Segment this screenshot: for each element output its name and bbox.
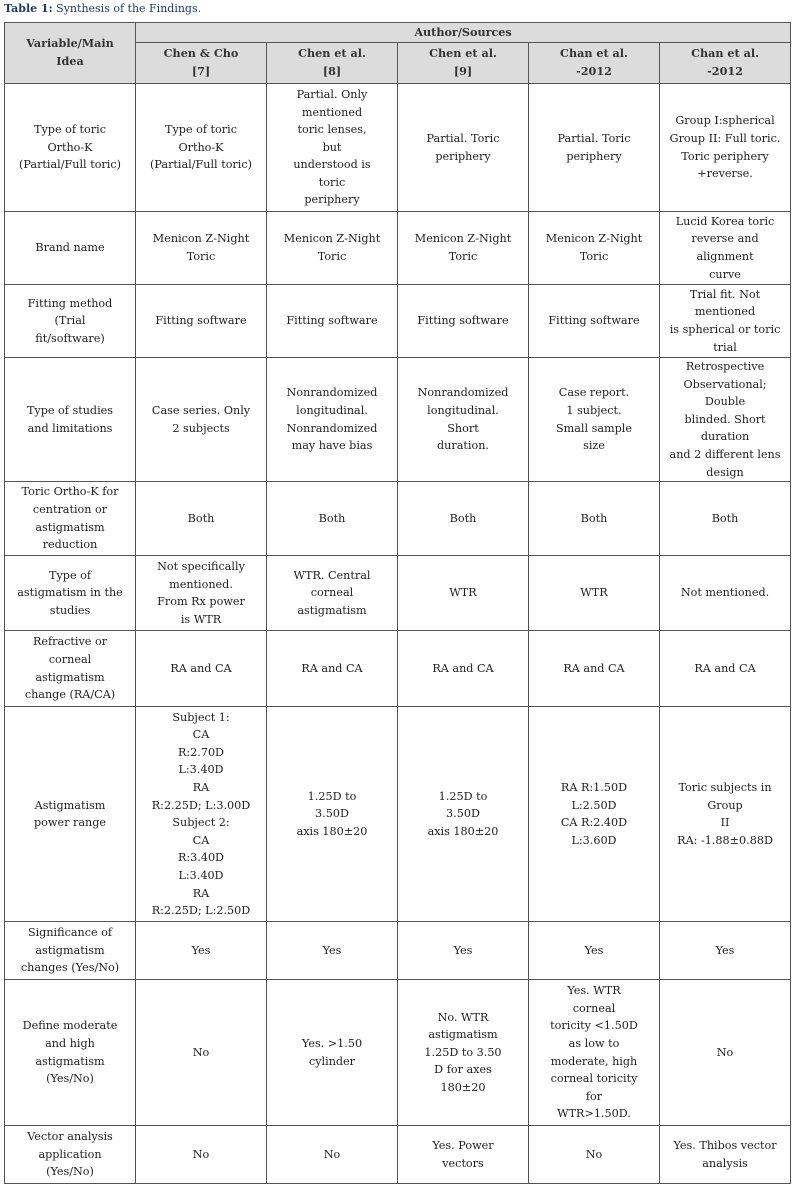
table-cell: Yes. Power vectors [398,1126,529,1184]
table-cell: RA and CA [267,631,398,707]
row-variable-cell: Type of toric Ortho-K (Partial/Full toric) [5,84,136,212]
table-cell: No [136,1126,267,1184]
table-cell: Both [660,482,791,556]
table-row [5,358,791,482]
row-variable-cell: Type of studies and limitations [5,358,136,482]
table-row [5,285,791,358]
table-row [5,556,791,631]
table-cell: Yes. >1.50 cylinder [267,980,398,1126]
table-cell: Not specifically mentioned. From Rx power is WTR [136,556,267,631]
table-cell: Yes. WTR corneal toricity <1.50D as low to moderate, high corneal toricity for WTR>1.50D. [529,980,660,1126]
table-cell: Retrospective Observational; Double blinded. Short duration and 2 different lens design [660,358,791,482]
table-cell: Fitting software [398,285,529,358]
table-cell: Type of toric Ortho-K (Partial/Full toric) [136,84,267,212]
row-variable-cell: Astigmatism power range [5,707,136,922]
table-cell: Yes. Thibos vector analysis [660,1126,791,1184]
table-caption [4,2,201,15]
table-cell: Trial fit. Not mentioned is spherical or toric trial [660,285,791,358]
row-variable-cell: Toric Ortho-K for centration or astigmatism reduction [5,482,136,556]
table-cell: Case series. Only 2 subjects [136,358,267,482]
row-variable-cell: Vector analysis application (Yes/No) [5,1126,136,1184]
table-cell: Yes [398,922,529,980]
table-cell: Yes [267,922,398,980]
table-cell: No. WTR astigmatism 1.25D to 3.50 D for axes 180±20 [398,980,529,1126]
row-variable-cell: Define moderate and high astigmatism (Yes/No) [5,980,136,1126]
table-cell: 1.25D to 3.50D axis 180±20 [267,707,398,922]
table-cell: Subject 1: CA R:2.70D L:3.40D RA R:2.25D; L:3.00D Subject 2: CA R:3.40D L:3.40D RA R:2.25D; L:2.50D [136,707,267,922]
table-cell: Both [136,482,267,556]
row-variable-cell: Brand name [5,212,136,285]
table-cell: No [267,1126,398,1184]
caption-label: Table 1: [4,2,53,15]
table-cell: Menicon Z-Night Toric [398,212,529,285]
table-cell: Yes [529,922,660,980]
table-cell: Yes [136,922,267,980]
table-cell: Both [398,482,529,556]
header-author: Chan et al. -2012 [529,43,660,84]
table-cell: WTR [529,556,660,631]
table-cell: Fitting software [267,285,398,358]
table-cell: Partial. Toric periphery [398,84,529,212]
table-cell: Lucid Korea toric reverse and alignment curve [660,212,791,285]
header-author: Chen et al. [9] [398,43,529,84]
caption-text: Synthesis of the Findings. [52,2,202,15]
row-variable-cell: Refractive or corneal astigmatism change (RA/CA) [5,631,136,707]
table-cell: RA and CA [529,631,660,707]
table-row [5,84,791,212]
table-cell: No [660,980,791,1126]
table-cell: Nonrandomized longitudinal. Short duration. [398,358,529,482]
table-cell: RA and CA [136,631,267,707]
table-cell: Both [529,482,660,556]
table-cell: No [136,980,267,1126]
row-variable-cell: Fitting method (Trial fit/software) [5,285,136,358]
table-cell: Toric subjects in Group II RA: -1.88±0.88D [660,707,791,922]
table-row [5,922,791,980]
row-variable-cell: Significance of astigmatism changes (Yes/No) [5,922,136,980]
table-cell: Fitting software [529,285,660,358]
table-cell: No [529,1126,660,1184]
table-cell: Both [267,482,398,556]
table-cell: WTR. Central corneal astigmatism [267,556,398,631]
table-cell: WTR [398,556,529,631]
table-row [5,1126,791,1184]
table-cell: Partial. Only mentioned toric lenses, but understood is toric periphery [267,84,398,212]
row-variable-cell: Type of astigmatism in the studies [5,556,136,631]
table-cell: Case report. 1 subject. Small sample size [529,358,660,482]
table-cell: 1.25D to 3.50D axis 180±20 [398,707,529,922]
header-author: Chen et al. [8] [267,43,398,84]
table-cell: RA and CA [398,631,529,707]
header-author: Chen & Cho [7] [136,43,267,84]
table-cell: RA and CA [660,631,791,707]
table-row [5,482,791,556]
table-cell: Group I:spherical Group II: Full toric. Toric periphery +reverse. [660,84,791,212]
table-cell: Yes [660,922,791,980]
table-cell: Menicon Z-Night Toric [136,212,267,285]
table-row [5,980,791,1126]
table-row [5,631,791,707]
table-row [5,707,791,922]
findings-table [4,22,791,1184]
table-cell: RA R:1.50D L:2.50D CA R:2.40D L:3.60D [529,707,660,922]
header-author-sources: Author/Sources [136,23,791,43]
table-cell: Nonrandomized longitudinal. Nonrandomized may have bias [267,358,398,482]
table-row [5,212,791,285]
table-cell: Not mentioned. [660,556,791,631]
header-author: Chan et al. -2012 [660,43,791,84]
header-variable: Variable/Main Idea [5,23,136,84]
table-cell: Menicon Z-Night Toric [267,212,398,285]
table-cell: Fitting software [136,285,267,358]
table-cell: Menicon Z-Night Toric [529,212,660,285]
table-cell: Partial. Toric periphery [529,84,660,212]
